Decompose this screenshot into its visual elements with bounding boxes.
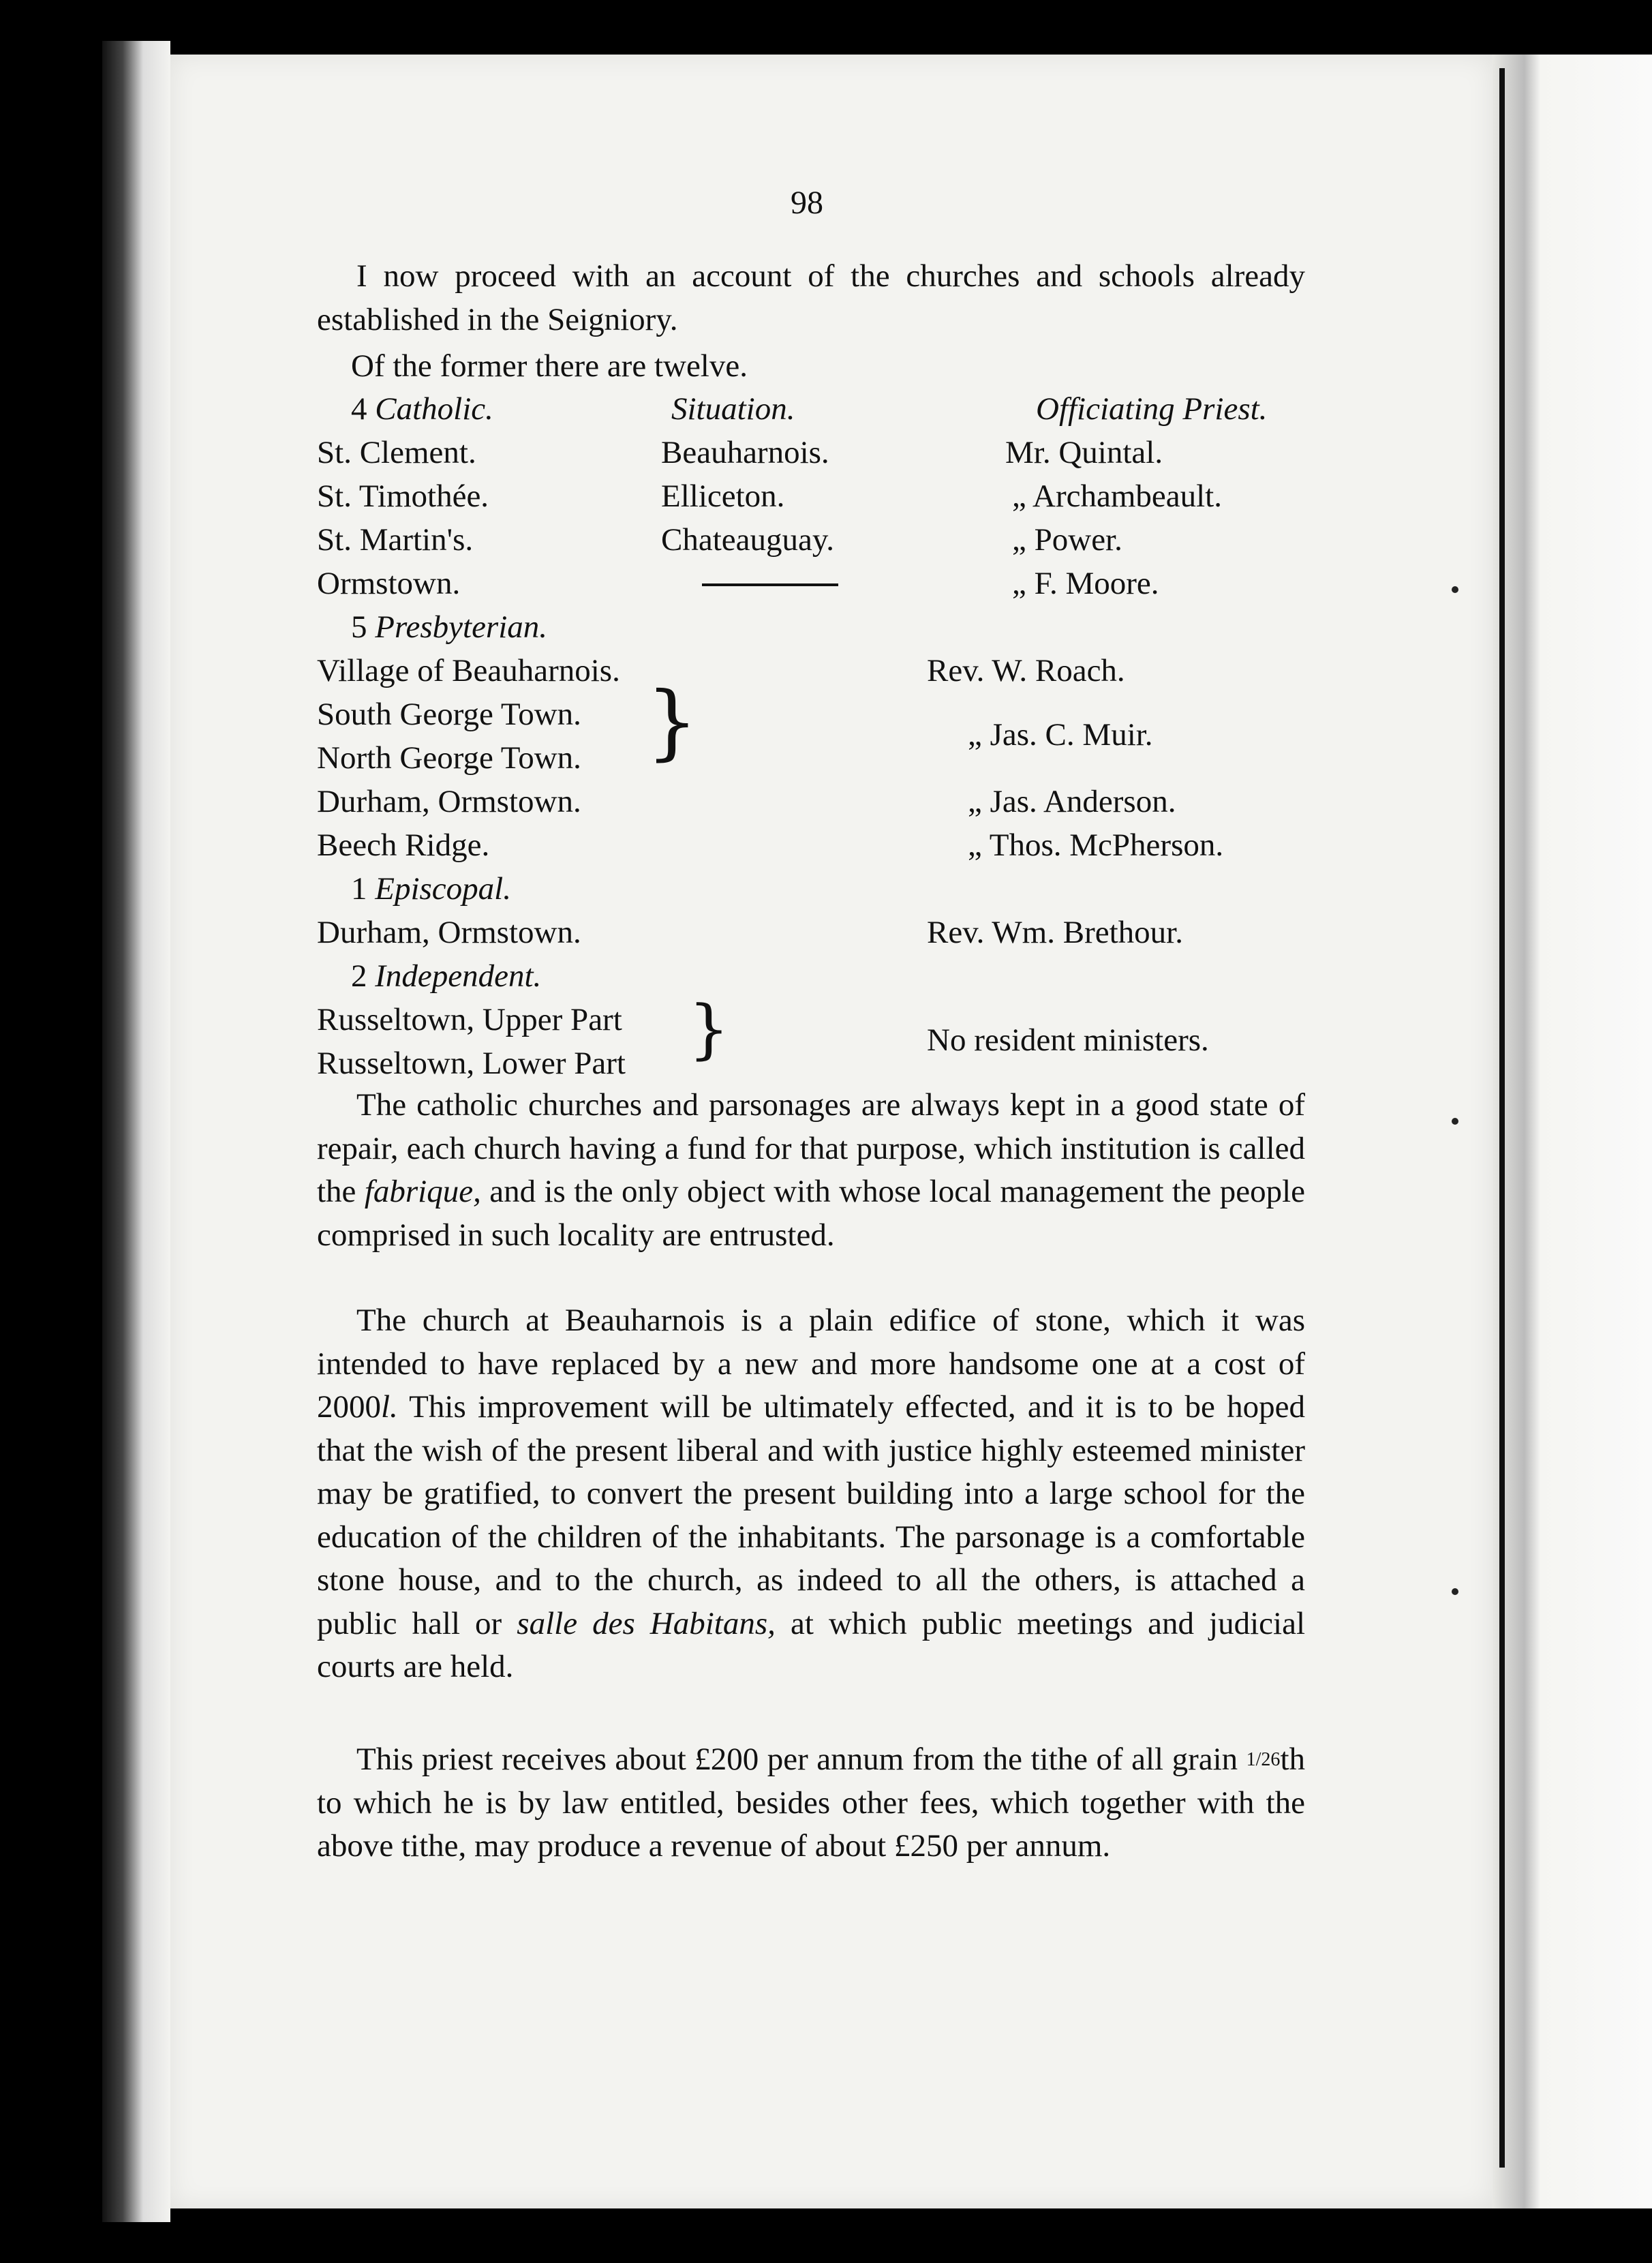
brace-icon: } <box>688 992 730 1067</box>
text-run: This priest receives about £200 per annum from the tithe of all grain <box>356 1742 1246 1777</box>
church-name: Russeltown, Upper Part <box>317 1002 622 1037</box>
church-priest: „ F. Moore. <box>1012 566 1159 601</box>
george-town-priest-row <box>317 713 1312 757</box>
facing-page-edge <box>1493 55 1652 2208</box>
presbyterian-row <box>317 780 1312 823</box>
church-priest: Mr. Quintal. <box>1005 435 1163 470</box>
presbyterian-heading-row <box>317 605 1312 649</box>
episcopal-count: 1 <box>351 871 367 907</box>
paragraph-fabrique <box>317 1084 1305 1257</box>
church-name: South George Town. <box>317 697 581 732</box>
catholic-count: 4 <box>351 391 367 427</box>
text-run: This improvement will be ultimately effected, and it is to be hoped that the wish of the present liberal and with justice highly esteemed minister may be gratified, to convert the present building into a large school for the education of the children of the inhabitants. The parsonage is a comfortable stone house, and to the church, as indeed to all the others, is attached a public hall or <box>317 1389 1305 1641</box>
text-run: and is the only object with whose local management the people comprised in such locality are entrusted. <box>317 1174 1305 1253</box>
margin-speck <box>1452 1118 1458 1125</box>
intro-line-2 <box>317 344 1312 388</box>
church-priest: „ Thos. McPherson. <box>968 827 1224 863</box>
italic-term: fabrique, <box>364 1174 481 1209</box>
independent-label: Independent. <box>375 958 542 994</box>
independent-count: 2 <box>351 958 367 994</box>
church-name: Ormstown. <box>317 566 461 601</box>
episcopal-heading <box>351 867 511 911</box>
church-name: Durham, Ormstown. <box>317 915 581 950</box>
independent-heading-row <box>317 954 1312 998</box>
presbyterian-row <box>317 823 1312 867</box>
independent-note-row <box>317 1018 1312 1062</box>
church-priest: „ Power. <box>1012 522 1122 558</box>
catholic-label: Catholic. <box>375 391 493 427</box>
church-name: St. Timothée. <box>317 479 489 514</box>
church-priest: „ Jas. Anderson. <box>968 784 1176 819</box>
episcopal-heading-row <box>317 867 1312 911</box>
church-name: Russeltown, Lower Part <box>317 1046 626 1081</box>
church-priest: „ Jas. C. Muir. <box>968 717 1153 753</box>
presbyterian-count: 5 <box>351 609 367 645</box>
presbyterian-row <box>317 649 1312 693</box>
episcopal-row <box>317 911 1312 954</box>
episcopal-label: Episcopal. <box>375 871 511 907</box>
italic-term: l. <box>381 1389 398 1425</box>
church-situation: Chateauguay. <box>661 522 835 558</box>
text-run: at which public meetings and judicial courts are held. <box>317 1605 1306 1684</box>
intro-paragraph: I now proceed with an account of the churches and schools already established in the Seigniory. <box>317 258 1305 337</box>
brace-icon: } <box>646 675 699 770</box>
church-name: Beech Ridge. <box>317 827 490 863</box>
catholic-heading-row <box>317 387 1312 431</box>
margin-speck <box>1452 586 1458 593</box>
church-priest: Rev. Wm. Brethour. <box>927 915 1183 950</box>
catholic-row <box>317 518 1312 562</box>
catholic-row <box>317 431 1312 474</box>
page-gutter-line <box>1499 68 1505 2168</box>
priest-heading: Officiating Priest. <box>1036 391 1268 427</box>
catholic-heading <box>351 387 493 431</box>
church-name: Durham, Ormstown. <box>317 784 581 819</box>
text-run: The catholic churches and parsonages are always kept in a good state of repair, each church having a fund for that purpose, which institution is called the <box>317 1087 1305 1209</box>
church-name: St. Clement. <box>317 435 476 470</box>
italic-term: salle des Habitans, <box>517 1605 776 1641</box>
catholic-row <box>317 474 1312 518</box>
church-name: Village of Beauharnois. <box>317 653 620 688</box>
text-run: The church at Beauharnois is a plain edifice of stone, which it was intended to have replaced by a new and more handsome one at a cost of 2000 <box>317 1303 1305 1425</box>
church-situation: Elliceton. <box>661 479 785 514</box>
independent-note: No resident ministers. <box>927 1022 1209 1058</box>
book-spine-edge <box>102 41 170 2222</box>
page-number: 98 <box>791 185 823 221</box>
church-situation: Beauharnois. <box>661 435 829 470</box>
presbyterian-heading <box>351 605 547 649</box>
situation-heading: Situation. <box>671 391 795 427</box>
church-name: St. Martin's. <box>317 522 474 558</box>
church-priest: „ Archambeault. <box>1012 479 1222 514</box>
intro-count: Of the former there are twelve. <box>351 348 748 384</box>
margin-speck <box>1452 1588 1458 1595</box>
paragraph-tithe <box>317 1738 1305 1868</box>
presbyterian-label: Presbyterian. <box>375 609 548 645</box>
text-run: th to which he is by law entitled, besides other fees, which together with the above tithe, may produce a revenue of about £250 per annum. <box>317 1742 1305 1864</box>
church-priest: Rev. W. Roach. <box>927 653 1125 688</box>
paragraph-beauharnois-church <box>317 1299 1305 1689</box>
fraction: 1/26 <box>1246 1749 1281 1770</box>
independent-heading <box>351 954 541 998</box>
church-name: North George Town. <box>317 740 581 776</box>
situation-dash <box>702 583 838 586</box>
